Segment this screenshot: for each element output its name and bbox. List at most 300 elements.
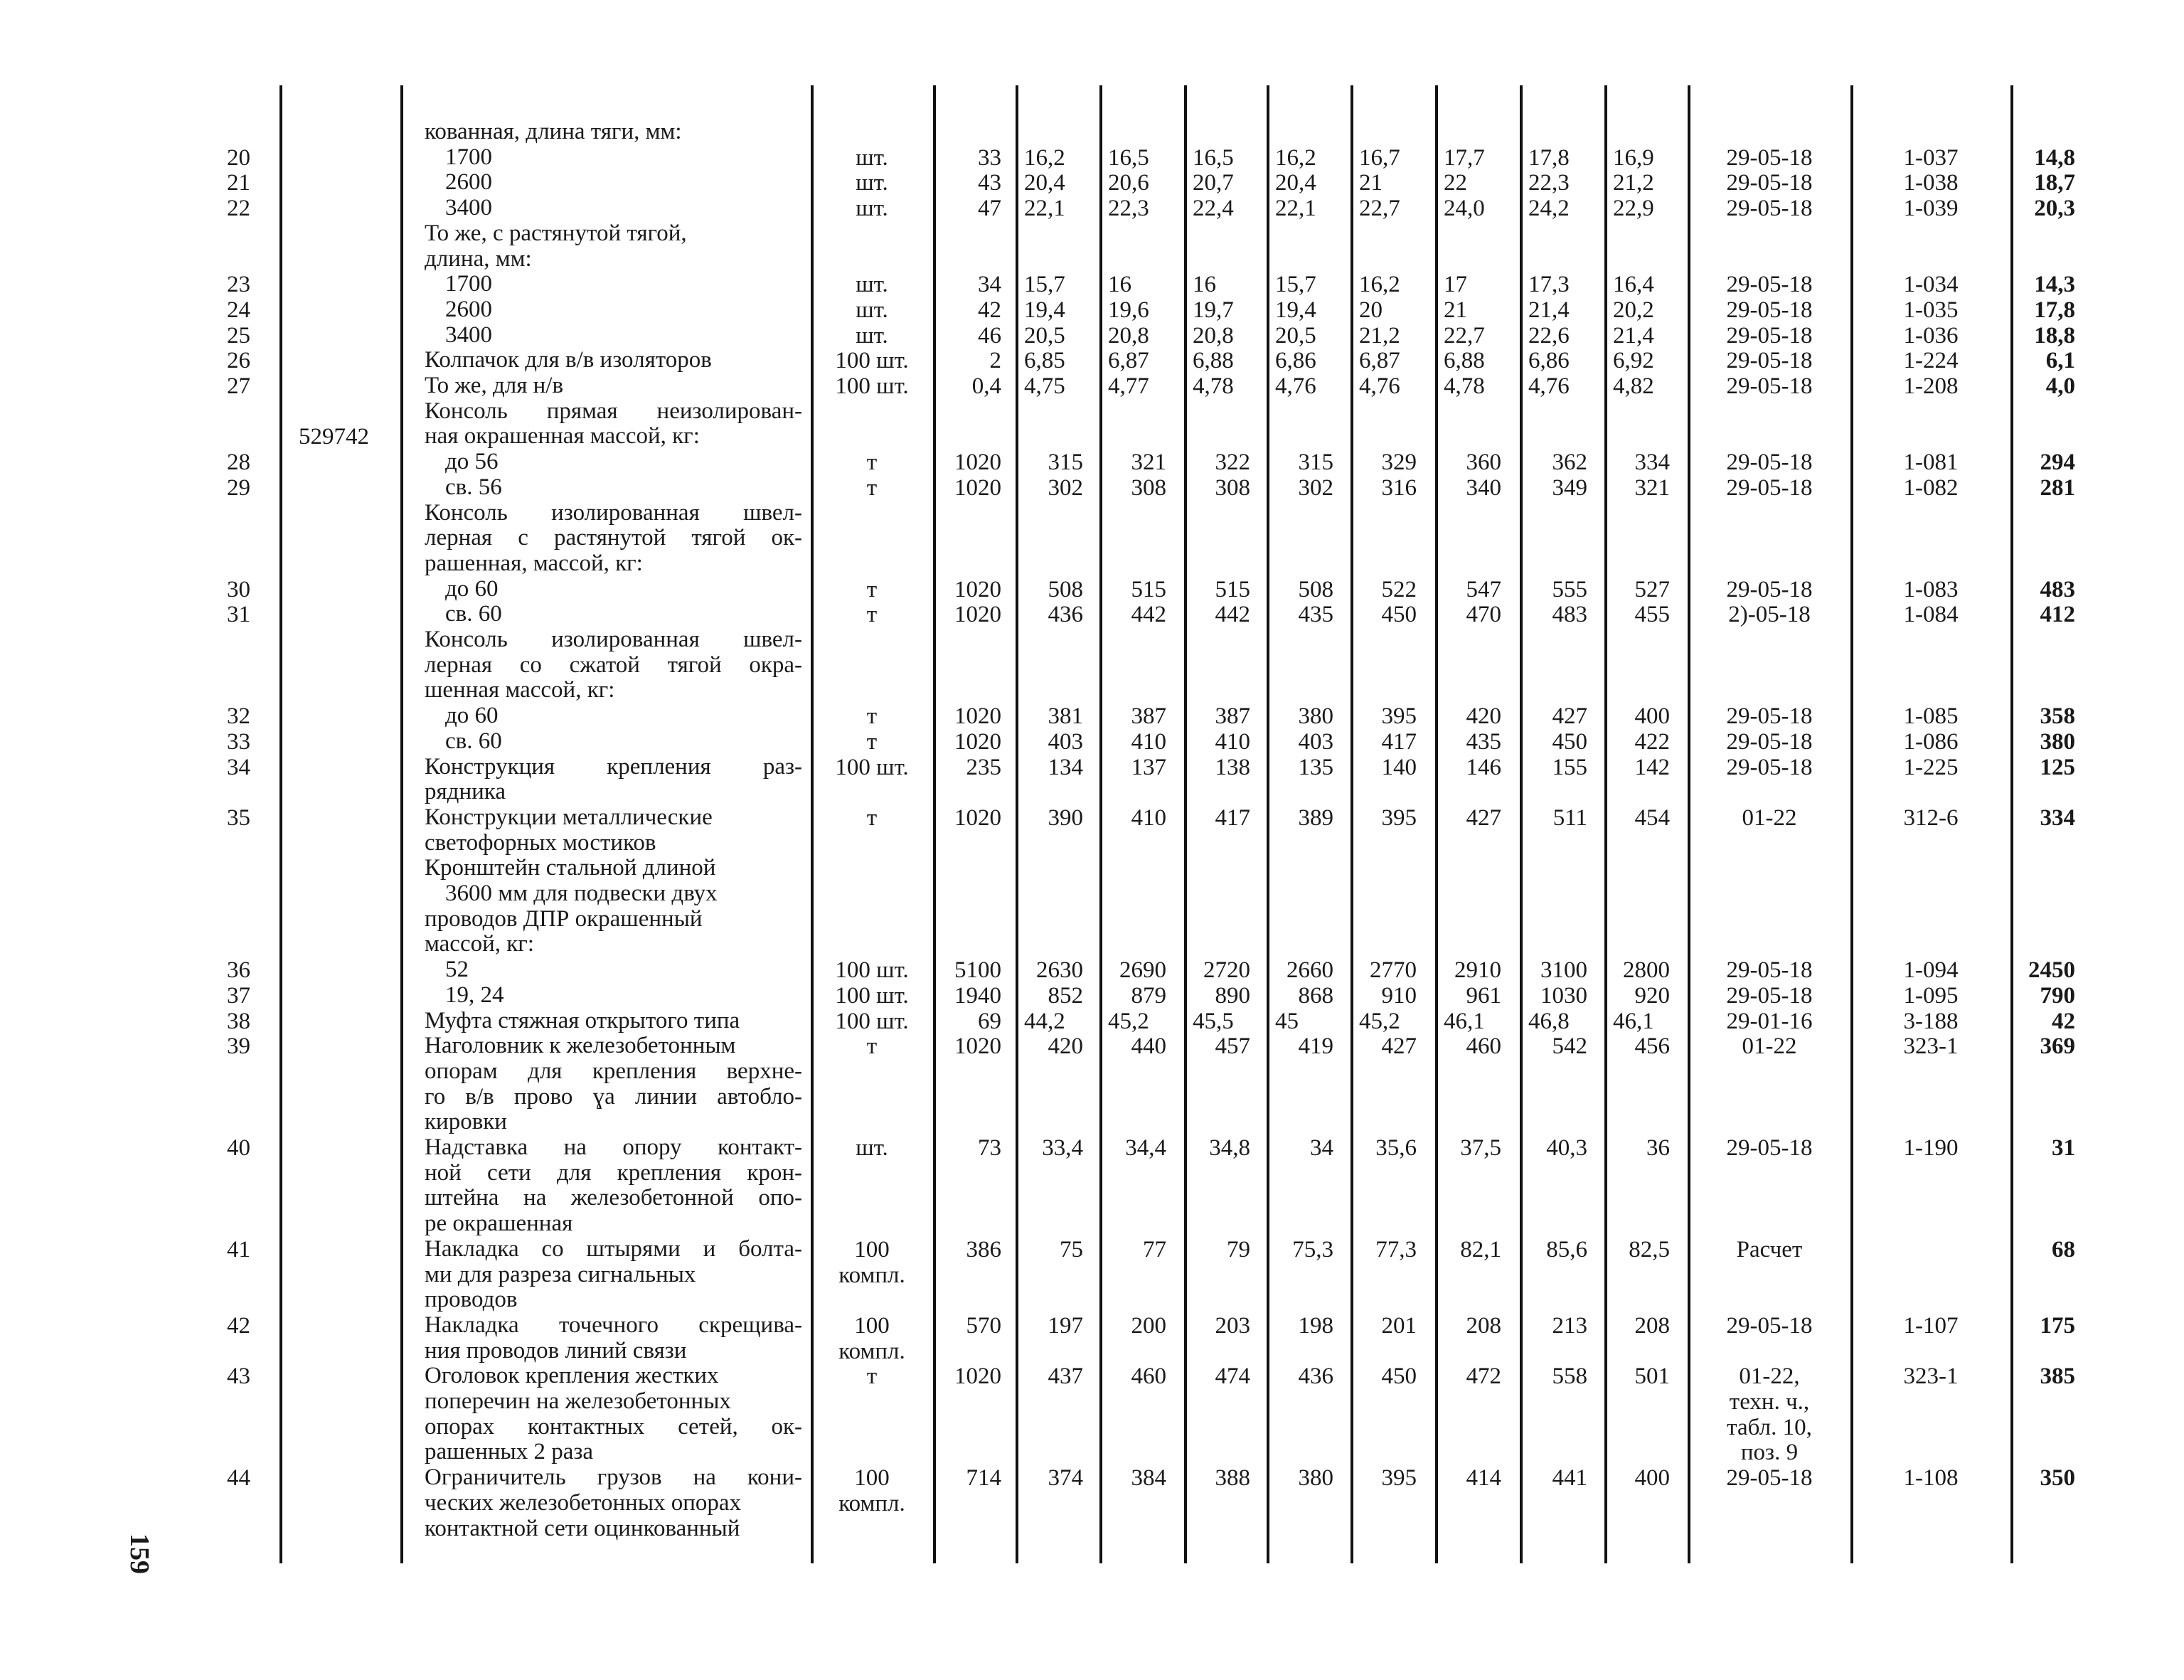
price-value: 389 xyxy=(1298,804,1333,831)
column-rule xyxy=(400,85,403,1563)
price-value: 20,7 xyxy=(1193,170,1234,196)
unit-of-measure: шт. xyxy=(856,196,888,222)
price-value: 400 xyxy=(1634,1465,1670,1492)
item-description: 3600 мм для подвески двух xyxy=(445,881,718,906)
total-value: 350 xyxy=(2040,1465,2075,1492)
source-reference: техн. ч., xyxy=(1729,1389,1810,1415)
total-value: 380 xyxy=(2040,728,2075,755)
item-description: рашенных 2 раза xyxy=(425,1439,594,1465)
price-value: 852 xyxy=(1048,982,1083,1009)
row-number: 29 xyxy=(227,474,250,501)
price-value: 146 xyxy=(1466,754,1501,780)
item-description: Консоль изолированная швел- xyxy=(425,627,802,652)
position-code: 1-036 xyxy=(1903,322,1959,349)
unit-of-measure: 100 шт. xyxy=(835,754,909,780)
row-number: 20 xyxy=(227,144,250,171)
unit-of-measure: шт. xyxy=(856,322,888,349)
unit-of-measure: т xyxy=(866,728,878,755)
unit-of-measure: т xyxy=(866,1033,878,1060)
price-value: 508 xyxy=(1298,576,1333,602)
source-reference: 29-05-18 xyxy=(1726,982,1813,1009)
unit-of-measure: 100 шт. xyxy=(835,1008,909,1034)
item-description: Оголовок крепления жестких xyxy=(425,1363,719,1389)
total-value: 14,8 xyxy=(2034,144,2075,171)
price-value: 22,3 xyxy=(1108,196,1149,222)
item-description: Кронштейн стальной длиной xyxy=(425,855,716,881)
item-description: ческих железобетонных опорах xyxy=(425,1489,742,1516)
price-value: 400 xyxy=(1634,703,1670,730)
item-description: ния проводов линий связи xyxy=(425,1337,687,1363)
price-value: 2660 xyxy=(1287,957,1333,984)
total-value: 68 xyxy=(2052,1236,2075,1262)
price-value: 450 xyxy=(1552,728,1587,755)
row-number: 41 xyxy=(227,1236,250,1262)
mass-value: 1020 xyxy=(954,703,1001,730)
price-value: 142 xyxy=(1634,754,1670,780)
price-value: 6,88 xyxy=(1193,348,1234,374)
position-code: 1-086 xyxy=(1903,728,1959,755)
mass-value: 235 xyxy=(966,754,1001,780)
price-value: 515 xyxy=(1215,576,1250,602)
price-value: 868 xyxy=(1298,982,1333,1009)
row-number: 25 xyxy=(227,322,250,349)
price-value: 435 xyxy=(1298,602,1333,628)
price-value: 920 xyxy=(1634,982,1670,1009)
source-reference: 29-05-18 xyxy=(1726,1135,1813,1161)
price-value: 321 xyxy=(1634,474,1670,501)
mass-value: 386 xyxy=(966,1236,1001,1262)
price-value: 435 xyxy=(1466,728,1501,755)
source-reference: 01-22, xyxy=(1739,1363,1800,1390)
item-description: опорах контактных сетей, ок- xyxy=(425,1413,802,1440)
mass-value: 570 xyxy=(966,1312,1001,1339)
price-value: 77 xyxy=(1143,1236,1166,1262)
price-value: 19,7 xyxy=(1193,297,1234,323)
price-value: 213 xyxy=(1552,1312,1587,1339)
source-reference: 29-05-18 xyxy=(1726,196,1813,222)
price-value: 387 xyxy=(1131,703,1166,730)
source-reference: 29-05-18 xyxy=(1726,348,1813,374)
total-value: 18,7 xyxy=(2034,170,2075,196)
source-reference: Расчет xyxy=(1736,1236,1803,1262)
item-description: до 60 xyxy=(445,575,499,602)
price-value: 20,8 xyxy=(1108,322,1149,349)
price-value: 420 xyxy=(1466,703,1501,730)
price-value: 308 xyxy=(1131,474,1166,501)
source-reference: 29-01-16 xyxy=(1726,1008,1813,1034)
unit-of-measure: 100 xyxy=(854,1312,890,1339)
price-value: 135 xyxy=(1298,754,1333,780)
source-reference: 29-05-18 xyxy=(1726,754,1813,780)
price-value: 474 xyxy=(1215,1363,1250,1390)
row-number: 24 xyxy=(227,297,250,323)
item-description: ная окрашенная массой, кг: xyxy=(425,423,700,450)
position-code: 1-081 xyxy=(1903,450,1959,476)
price-value: 417 xyxy=(1215,804,1250,831)
total-value: 790 xyxy=(2040,982,2075,1009)
price-value: 24,2 xyxy=(1528,196,1570,222)
position-code: 1-107 xyxy=(1903,1312,1959,1339)
row-number: 39 xyxy=(227,1033,250,1060)
unit-of-measure: 100 шт. xyxy=(835,373,909,399)
position-code: 312-6 xyxy=(1903,804,1959,831)
position-code: 1-038 xyxy=(1903,170,1959,196)
unit-of-measure: 100 шт. xyxy=(835,957,909,984)
price-value: 200 xyxy=(1131,1312,1166,1339)
price-value: 315 xyxy=(1048,450,1083,476)
price-value: 138 xyxy=(1215,754,1250,780)
price-value: 34,4 xyxy=(1125,1135,1166,1161)
price-value: 17,3 xyxy=(1528,272,1570,298)
price-value: 137 xyxy=(1131,754,1166,780)
mass-value: 1020 xyxy=(954,576,1001,602)
source-reference: 29-05-18 xyxy=(1726,1312,1813,1339)
mass-value: 1940 xyxy=(954,982,1001,1009)
price-value: 395 xyxy=(1381,703,1417,730)
item-description: опорам для крепления верхне- xyxy=(425,1058,802,1084)
mass-value: 1020 xyxy=(954,1363,1001,1390)
unit-of-measure: т xyxy=(866,450,878,476)
row-number: 32 xyxy=(227,703,250,730)
source-reference: 29-05-18 xyxy=(1726,576,1813,602)
item-description: Консоль прямая неизолирован- xyxy=(425,398,802,424)
mass-value: 43 xyxy=(978,170,1001,196)
item-description: Конструкции металлические xyxy=(425,804,713,830)
source-reference: 29-05-18 xyxy=(1726,170,1813,196)
column-rule xyxy=(279,85,282,1563)
price-value: 16,4 xyxy=(1613,272,1654,298)
price-value: 45,5 xyxy=(1193,1008,1234,1034)
item-description: св. 60 xyxy=(445,728,502,754)
source-reference: 29-05-18 xyxy=(1726,322,1813,349)
mass-value: 714 xyxy=(966,1465,1001,1492)
price-value: 334 xyxy=(1634,450,1670,476)
price-value: 403 xyxy=(1048,728,1083,755)
price-value: 2800 xyxy=(1623,957,1670,984)
total-value: 334 xyxy=(2040,804,2075,831)
price-value: 4,75 xyxy=(1024,373,1065,399)
price-value: 440 xyxy=(1131,1033,1166,1060)
position-code: 1-095 xyxy=(1903,982,1959,1009)
position-code: 323-1 xyxy=(1903,1033,1959,1060)
price-value: 85,6 xyxy=(1546,1236,1587,1262)
price-value: 508 xyxy=(1048,576,1083,602)
position-code: 1-208 xyxy=(1903,373,1959,399)
source-reference: 29-05-18 xyxy=(1726,703,1813,730)
price-value: 22,4 xyxy=(1193,196,1234,222)
item-description: Конструкция крепления раз- xyxy=(425,753,802,780)
price-value: 321 xyxy=(1131,450,1166,476)
price-value: 890 xyxy=(1215,982,1250,1009)
price-value: 547 xyxy=(1466,576,1501,602)
price-value: 134 xyxy=(1048,754,1083,780)
price-value: 4,78 xyxy=(1444,373,1485,399)
price-value: 302 xyxy=(1048,474,1083,501)
price-value: 20,6 xyxy=(1108,170,1149,196)
unit-of-measure: шт. xyxy=(856,144,888,171)
row-number: 35 xyxy=(227,804,250,831)
position-code: 1-225 xyxy=(1903,754,1959,780)
item-description: Наголовник к железобетонным xyxy=(425,1033,736,1059)
price-value: 417 xyxy=(1381,728,1417,755)
total-value: 42 xyxy=(2052,1008,2075,1034)
unit-of-measure: т xyxy=(866,602,878,628)
price-value: 17 xyxy=(1444,272,1467,298)
price-value: 422 xyxy=(1634,728,1670,755)
price-value: 450 xyxy=(1381,602,1417,628)
price-value: 1030 xyxy=(1540,982,1587,1009)
price-value: 75,3 xyxy=(1292,1236,1333,1262)
price-value: 410 xyxy=(1131,728,1166,755)
price-value: 22,1 xyxy=(1024,196,1065,222)
price-value: 558 xyxy=(1552,1363,1587,1390)
row-number: 44 xyxy=(227,1465,250,1492)
item-description: проводов xyxy=(425,1287,518,1313)
item-description: 52 xyxy=(445,957,469,983)
price-value: 4,76 xyxy=(1359,373,1400,399)
unit-of-measure: 100 шт. xyxy=(835,348,909,374)
price-value: 22,3 xyxy=(1528,170,1570,196)
position-code: 1-039 xyxy=(1903,196,1959,222)
price-value: 472 xyxy=(1466,1363,1501,1390)
unit-of-measure: т xyxy=(866,474,878,501)
price-value: 4,78 xyxy=(1193,373,1234,399)
item-description: го в/в прово ɣа линии автобло- xyxy=(425,1083,802,1110)
unit-of-measure: шт. xyxy=(856,1135,888,1161)
item-description: рядника xyxy=(425,779,506,805)
row-number: 36 xyxy=(227,957,250,984)
price-value: 329 xyxy=(1381,450,1417,476)
price-value: 410 xyxy=(1131,804,1166,831)
price-value: 34 xyxy=(1310,1135,1333,1161)
source-reference: 29-05-18 xyxy=(1726,474,1813,501)
item-description: Накладка со штырями и болта- xyxy=(425,1235,802,1262)
unit-of-measure: 100 xyxy=(854,1236,890,1262)
price-value: 40,3 xyxy=(1546,1135,1587,1161)
price-value: 36 xyxy=(1646,1135,1670,1161)
position-code: 1-108 xyxy=(1903,1465,1959,1492)
price-value: 46,1 xyxy=(1444,1008,1485,1034)
mass-value: 1020 xyxy=(954,602,1001,628)
price-value: 555 xyxy=(1552,576,1587,602)
price-value: 22,7 xyxy=(1359,196,1400,222)
price-value: 414 xyxy=(1466,1465,1501,1492)
price-value: 79 xyxy=(1227,1236,1250,1262)
item-description: 3400 xyxy=(445,321,492,348)
price-value: 511 xyxy=(1552,804,1587,831)
source-reference: 29-05-18 xyxy=(1726,728,1813,755)
price-value: 16,2 xyxy=(1024,144,1065,171)
row-number: 23 xyxy=(227,272,250,298)
price-value: 427 xyxy=(1552,703,1587,730)
total-value: 125 xyxy=(2040,754,2075,780)
price-value: 155 xyxy=(1552,754,1587,780)
price-value: 4,82 xyxy=(1613,373,1654,399)
total-value: 4,0 xyxy=(2045,373,2075,399)
item-description: кованная, длина тяги, мм: xyxy=(425,119,682,144)
price-value: 20 xyxy=(1359,297,1383,323)
mass-value: 47 xyxy=(978,196,1001,222)
price-value: 45,2 xyxy=(1108,1008,1149,1034)
source-reference: 2)-05-18 xyxy=(1728,602,1811,628)
price-value: 20,8 xyxy=(1193,322,1234,349)
group-code: 529742 xyxy=(299,424,369,450)
unit-of-measure: 100 шт. xyxy=(835,982,909,1009)
item-description: св. 60 xyxy=(445,601,502,627)
price-value: 6,86 xyxy=(1528,348,1570,374)
position-code: 3-188 xyxy=(1903,1008,1959,1034)
item-description: То же, с растянутой тягой, xyxy=(425,220,687,246)
price-value: 45 xyxy=(1275,1008,1299,1034)
price-value: 208 xyxy=(1634,1312,1670,1339)
price-value: 197 xyxy=(1048,1312,1083,1339)
item-description: 1700 xyxy=(445,144,492,170)
mass-value: 46 xyxy=(978,322,1001,349)
price-value: 457 xyxy=(1215,1033,1250,1060)
source-reference: поз. 9 xyxy=(1740,1440,1799,1466)
price-value: 308 xyxy=(1215,474,1250,501)
total-value: 412 xyxy=(2040,602,2075,628)
price-value: 16 xyxy=(1108,272,1131,298)
price-value: 388 xyxy=(1215,1465,1250,1492)
price-value: 16,9 xyxy=(1613,144,1654,171)
price-value: 20,2 xyxy=(1613,297,1654,323)
item-description: 2600 xyxy=(445,296,492,322)
price-value: 362 xyxy=(1552,450,1587,476)
price-value: 2770 xyxy=(1370,957,1417,984)
price-value: 483 xyxy=(1552,602,1587,628)
position-code: 1-083 xyxy=(1903,576,1959,602)
total-value: 20,3 xyxy=(2034,196,2075,222)
price-value: 879 xyxy=(1131,982,1166,1009)
price-value: 460 xyxy=(1466,1033,1501,1060)
price-value: 46,8 xyxy=(1528,1008,1570,1034)
unit-of-measure: компл. xyxy=(838,1262,905,1288)
row-number: 33 xyxy=(227,728,250,755)
price-value: 456 xyxy=(1634,1033,1670,1060)
item-description: массой, кг: xyxy=(425,931,534,957)
price-value: 17,8 xyxy=(1528,144,1570,171)
price-value: 16,7 xyxy=(1359,144,1400,171)
item-description: лерная со сжатой тягой окра- xyxy=(425,652,802,678)
row-number: 21 xyxy=(227,170,250,196)
item-description: То же, для н/в xyxy=(425,373,564,398)
unit-of-measure: т xyxy=(866,576,878,602)
price-value: 454 xyxy=(1634,804,1670,831)
mass-value: 73 xyxy=(978,1135,1001,1161)
price-value: 380 xyxy=(1298,703,1333,730)
price-value: 75 xyxy=(1060,1236,1083,1262)
total-value: 17,8 xyxy=(2034,297,2075,323)
price-value: 82,1 xyxy=(1460,1236,1501,1262)
mass-value: 42 xyxy=(978,297,1001,323)
source-reference: 29-05-18 xyxy=(1726,297,1813,323)
total-value: 281 xyxy=(2040,474,2075,501)
item-description: поперечин на железобетонных xyxy=(425,1388,731,1414)
item-description: 2600 xyxy=(445,169,492,196)
price-value: 19,6 xyxy=(1108,297,1149,323)
item-description: Колпачок для в/в изоляторов xyxy=(425,347,712,373)
mass-value: 33 xyxy=(978,144,1001,171)
source-reference: табл. 10, xyxy=(1727,1414,1812,1440)
price-value: 21,2 xyxy=(1613,170,1654,196)
total-value: 385 xyxy=(2040,1363,2075,1390)
source-reference: 29-05-18 xyxy=(1726,450,1813,476)
row-number: 31 xyxy=(227,602,250,628)
position-code: 1-224 xyxy=(1903,348,1959,374)
column-rule xyxy=(1850,85,1853,1563)
price-value: 2720 xyxy=(1203,957,1250,984)
item-description: ре окрашенная xyxy=(425,1211,573,1237)
position-code: 1-084 xyxy=(1903,602,1959,628)
row-number: 26 xyxy=(227,348,250,374)
price-value: 21,4 xyxy=(1528,297,1570,323)
source-reference: 29-05-18 xyxy=(1726,144,1813,171)
price-value: 16 xyxy=(1193,272,1216,298)
item-description: ми для разреза сигнальных xyxy=(425,1261,696,1287)
price-value: 403 xyxy=(1298,728,1333,755)
unit-of-measure: шт. xyxy=(856,297,888,323)
price-value: 427 xyxy=(1466,804,1501,831)
item-description: Ограничитель грузов на кони- xyxy=(425,1464,802,1491)
price-value: 387 xyxy=(1215,703,1250,730)
mass-value: 0,4 xyxy=(971,373,1001,399)
item-description: до 60 xyxy=(445,703,499,729)
source-reference: 29-05-18 xyxy=(1726,272,1813,298)
item-description: 19, 24 xyxy=(445,982,504,1008)
price-value: 24,0 xyxy=(1444,196,1485,222)
price-value: 17,7 xyxy=(1444,144,1485,171)
price-value: 4,76 xyxy=(1528,373,1570,399)
price-value: 203 xyxy=(1215,1312,1250,1339)
price-value: 470 xyxy=(1466,602,1501,628)
source-reference: 29-05-18 xyxy=(1726,1465,1813,1492)
position-code: 1-035 xyxy=(1903,297,1959,323)
row-number: 43 xyxy=(227,1363,250,1390)
item-description: Накладка точечного скрещива- xyxy=(425,1312,802,1338)
price-value: 34,8 xyxy=(1209,1135,1250,1161)
price-value: 349 xyxy=(1552,474,1587,501)
price-value: 16,2 xyxy=(1359,272,1400,298)
price-value: 16,5 xyxy=(1108,144,1149,171)
item-description: рашенная, массой, кг: xyxy=(425,550,643,576)
price-value: 20,4 xyxy=(1275,170,1316,196)
price-value: 16,5 xyxy=(1193,144,1234,171)
unit-of-measure: компл. xyxy=(838,1490,905,1516)
position-code: 1-094 xyxy=(1903,957,1959,984)
total-value: 294 xyxy=(2040,450,2075,476)
price-value: 542 xyxy=(1552,1033,1587,1060)
price-value: 6,92 xyxy=(1613,348,1654,374)
price-value: 460 xyxy=(1131,1363,1166,1390)
price-value: 19,4 xyxy=(1275,297,1316,323)
position-code: 1-082 xyxy=(1903,474,1959,501)
price-value: 455 xyxy=(1634,602,1670,628)
total-value: 483 xyxy=(2040,576,2075,602)
price-value: 21,2 xyxy=(1359,322,1400,349)
price-value: 6,85 xyxy=(1024,348,1065,374)
item-description: Надставка на опору контакт- xyxy=(425,1134,802,1160)
item-description: 1700 xyxy=(445,271,492,297)
mass-value: 1020 xyxy=(954,450,1001,476)
source-reference: 29-05-18 xyxy=(1726,957,1813,984)
price-value: 910 xyxy=(1381,982,1417,1009)
row-number: 22 xyxy=(227,196,250,222)
price-value: 37,5 xyxy=(1460,1135,1501,1161)
total-value: 31 xyxy=(2052,1135,2075,1161)
price-value: 82,5 xyxy=(1629,1236,1670,1262)
price-value: 208 xyxy=(1466,1312,1501,1339)
